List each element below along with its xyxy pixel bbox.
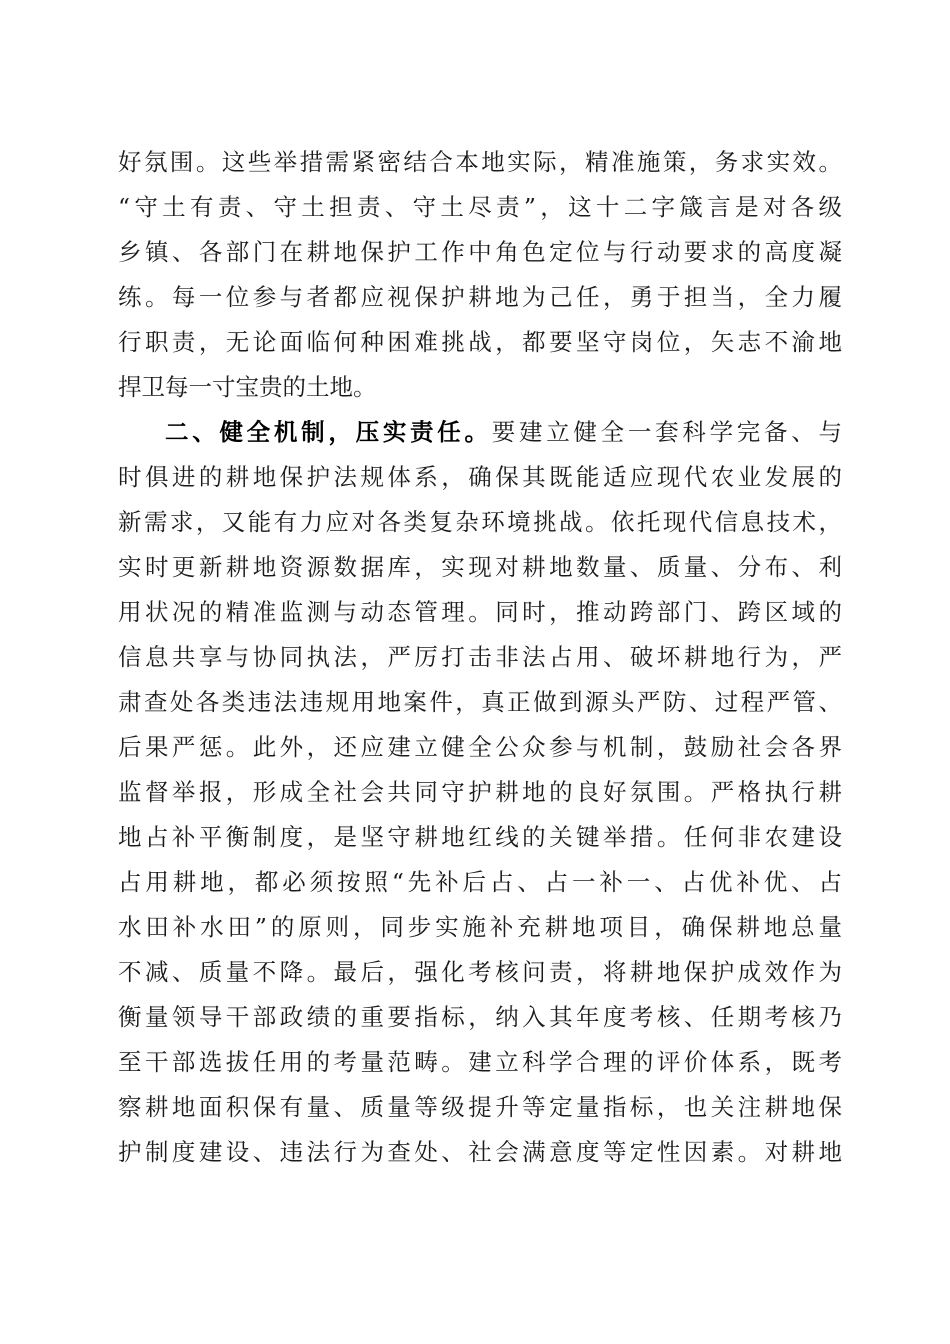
paragraph-2-line-6: 信息共享与协同执法，严厉打击非法占用、破坏耕地行为，严 <box>118 643 842 671</box>
paragraph-2-line-10: 地占补平衡制度，是坚守耕地红线的关键举措。任何非农建设 <box>118 823 842 851</box>
paragraph-2-line-12: 水田补水田”的原则，同步实施补充耕地项目，确保耕地总量 <box>118 913 842 941</box>
section-heading: 二、健全机制，压实责任。 <box>165 418 492 446</box>
paragraph-2-line-4: 实时更新耕地资源数据库，实现对耕地数量、质量、分布、利 <box>118 553 842 581</box>
paragraph-1-line-3: 乡镇、各部门在耕地保护工作中角色定位与行动要求的高度凝 <box>118 238 842 266</box>
paragraph-2-line-2: 时俱进的耕地保护法规体系，确保其既能适应现代农业发展的 <box>118 463 842 491</box>
paragraph-1-line-6: 捍卫每一寸宝贵的土地。 <box>118 373 377 401</box>
paragraph-2-line-14: 衡量领导干部政绩的重要指标，纳入其年度考核、任期考核乃 <box>118 1003 842 1031</box>
paragraph-1-line-5: 行职责，无论面临何种困难挑战，都要坚守岗位，矢志不渝地 <box>118 328 842 356</box>
paragraph-2-line-7: 肃查处各类违法违规用地案件，真正做到源头严防、过程严管、 <box>118 688 842 716</box>
paragraph-2-line-9: 监督举报，形成全社会共同守护耕地的良好氛围。严格执行耕 <box>118 778 842 806</box>
paragraph-2-line-5: 用状况的精准监测与动态管理。同时，推动跨部门、跨区域的 <box>118 598 842 626</box>
paragraph-2-line-3: 新需求，又能有力应对各类复杂环境挑战。依托现代信息技术， <box>118 508 842 536</box>
paragraph-1-line-1: 好氛围。这些举措需紧密结合本地实际，精准施策，务求实效。 <box>118 148 842 176</box>
paragraph-1-line-2: “守土有责、守土担责、守土尽责”，这十二字箴言是对各级 <box>118 193 842 221</box>
paragraph-2-line-16: 察耕地面积保有量、质量等级提升等定量指标，也关注耕地保 <box>118 1093 842 1121</box>
paragraph-1-line-4: 练。每一位参与者都应视保护耕地为己任，勇于担当，全力履 <box>118 283 842 311</box>
paragraph-2-line-15: 至干部选拔任用的考量范畴。建立科学合理的评价体系，既考 <box>118 1048 842 1076</box>
paragraph-2-line-8: 后果严惩。此外，还应建立健全公众参与机制，鼓励社会各界 <box>118 733 842 761</box>
paragraph-2-line-13: 不减、质量不降。最后，强化考核问责，将耕地保护成效作为 <box>118 958 842 986</box>
paragraph-2-first-line <box>165 412 842 452</box>
paragraph-2-line-17: 护制度建设、违法行为查处、社会满意度等定性因素。对耕地 <box>118 1138 842 1166</box>
paragraph-2-first-line-text: 要建立健全一套科学完备、与 <box>491 418 842 446</box>
paragraph-2-line-11: 占用耕地，都必须按照“先补后占、占一补一、占优补优、占 <box>118 868 842 896</box>
